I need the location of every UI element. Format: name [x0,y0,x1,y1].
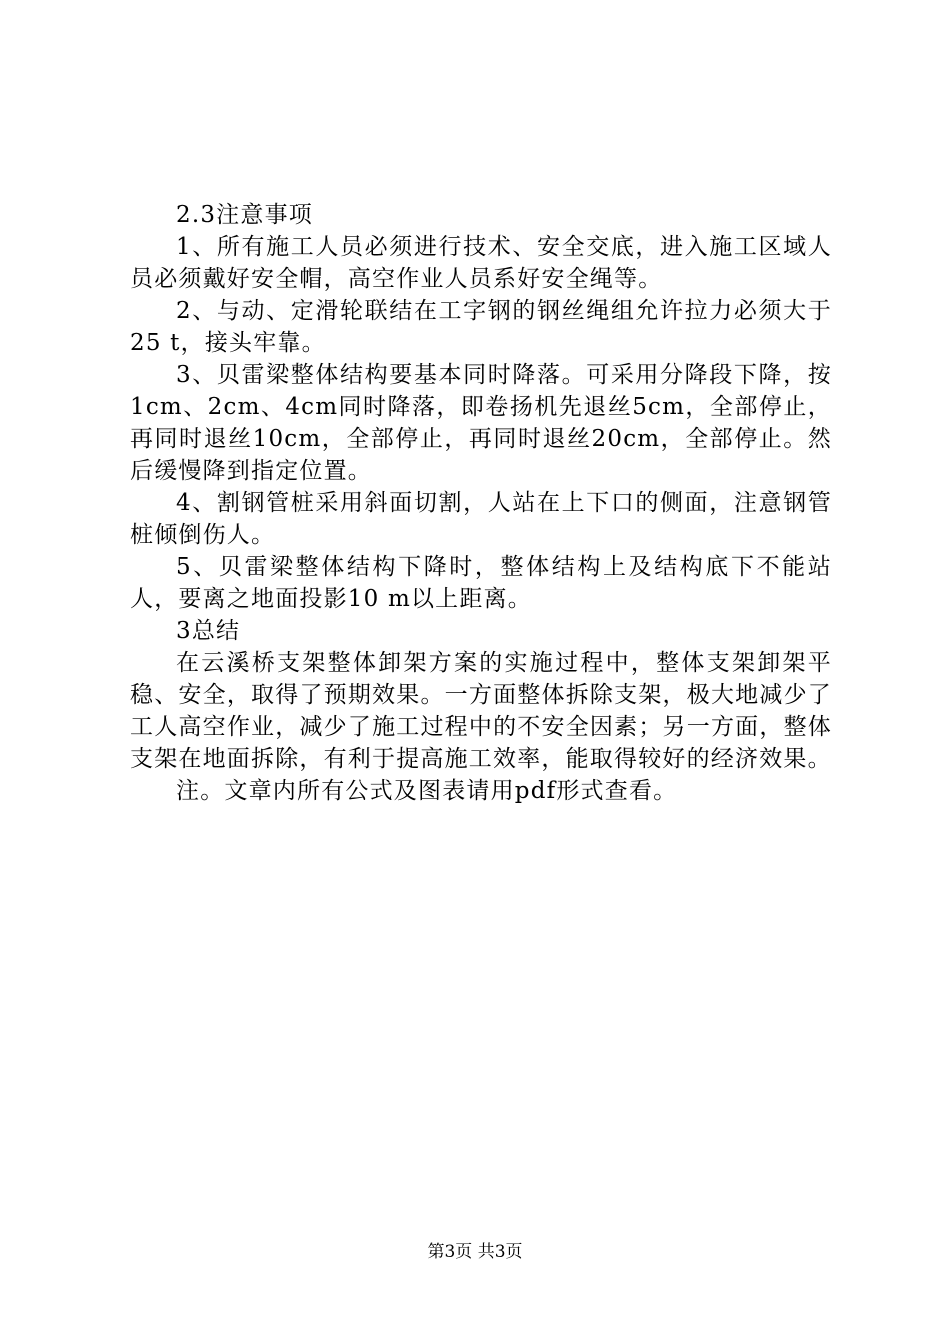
document-body [130,199,832,807]
precaution-item-1: 1、所有施工人员必须进行技术、安全交底，进入施工区域人员必须戴好安全帽，高空作业人员系好安全绳等。 [130,234,832,292]
page-footer: 第3页 共3页 [427,1242,523,1262]
precaution-item-3: 3、贝雷梁整体结构要基本同时降落。可采用分降段下降，按1cm、2cm、4cm同时降落，即卷扬机先退丝5cm，全部停止，再同时退丝10cm，全部停止，再同时退丝20cm，全部停止。然后缓慢降到指定位置。 [130,362,832,484]
summary-paragraph: 在云溪桥支架整体卸架方案的实施过程中，整体支架卸架平稳、安全，取得了预期效果。一方面整体拆除支架，极大地减少了工人高空作业，减少了施工过程中的不安全因素；另一方面，整体支架在地面拆除，有利于提高施工效率，能取得较好的经济效果。 [130,650,832,772]
precaution-item-2: 2、与动、定滑轮联结在工字钢的钢丝绳组允许拉力必须大于25 t，接头牢靠。 [130,298,832,356]
note-paragraph: 注。文章内所有公式及图表请用pdf形式查看。 [176,778,678,804]
precaution-item-4: 4、割钢管桩采用斜面切割，人站在上下口的侧面，注意钢管桩倾倒伤人。 [130,490,832,548]
section-heading-precautions: 2.3注意事项 [176,202,313,228]
section-heading-summary: 3总结 [176,618,241,644]
precaution-item-5: 5、贝雷梁整体结构下降时，整体结构上及结构底下不能站人，要离之地面投影10 m以上距离。 [130,554,832,612]
